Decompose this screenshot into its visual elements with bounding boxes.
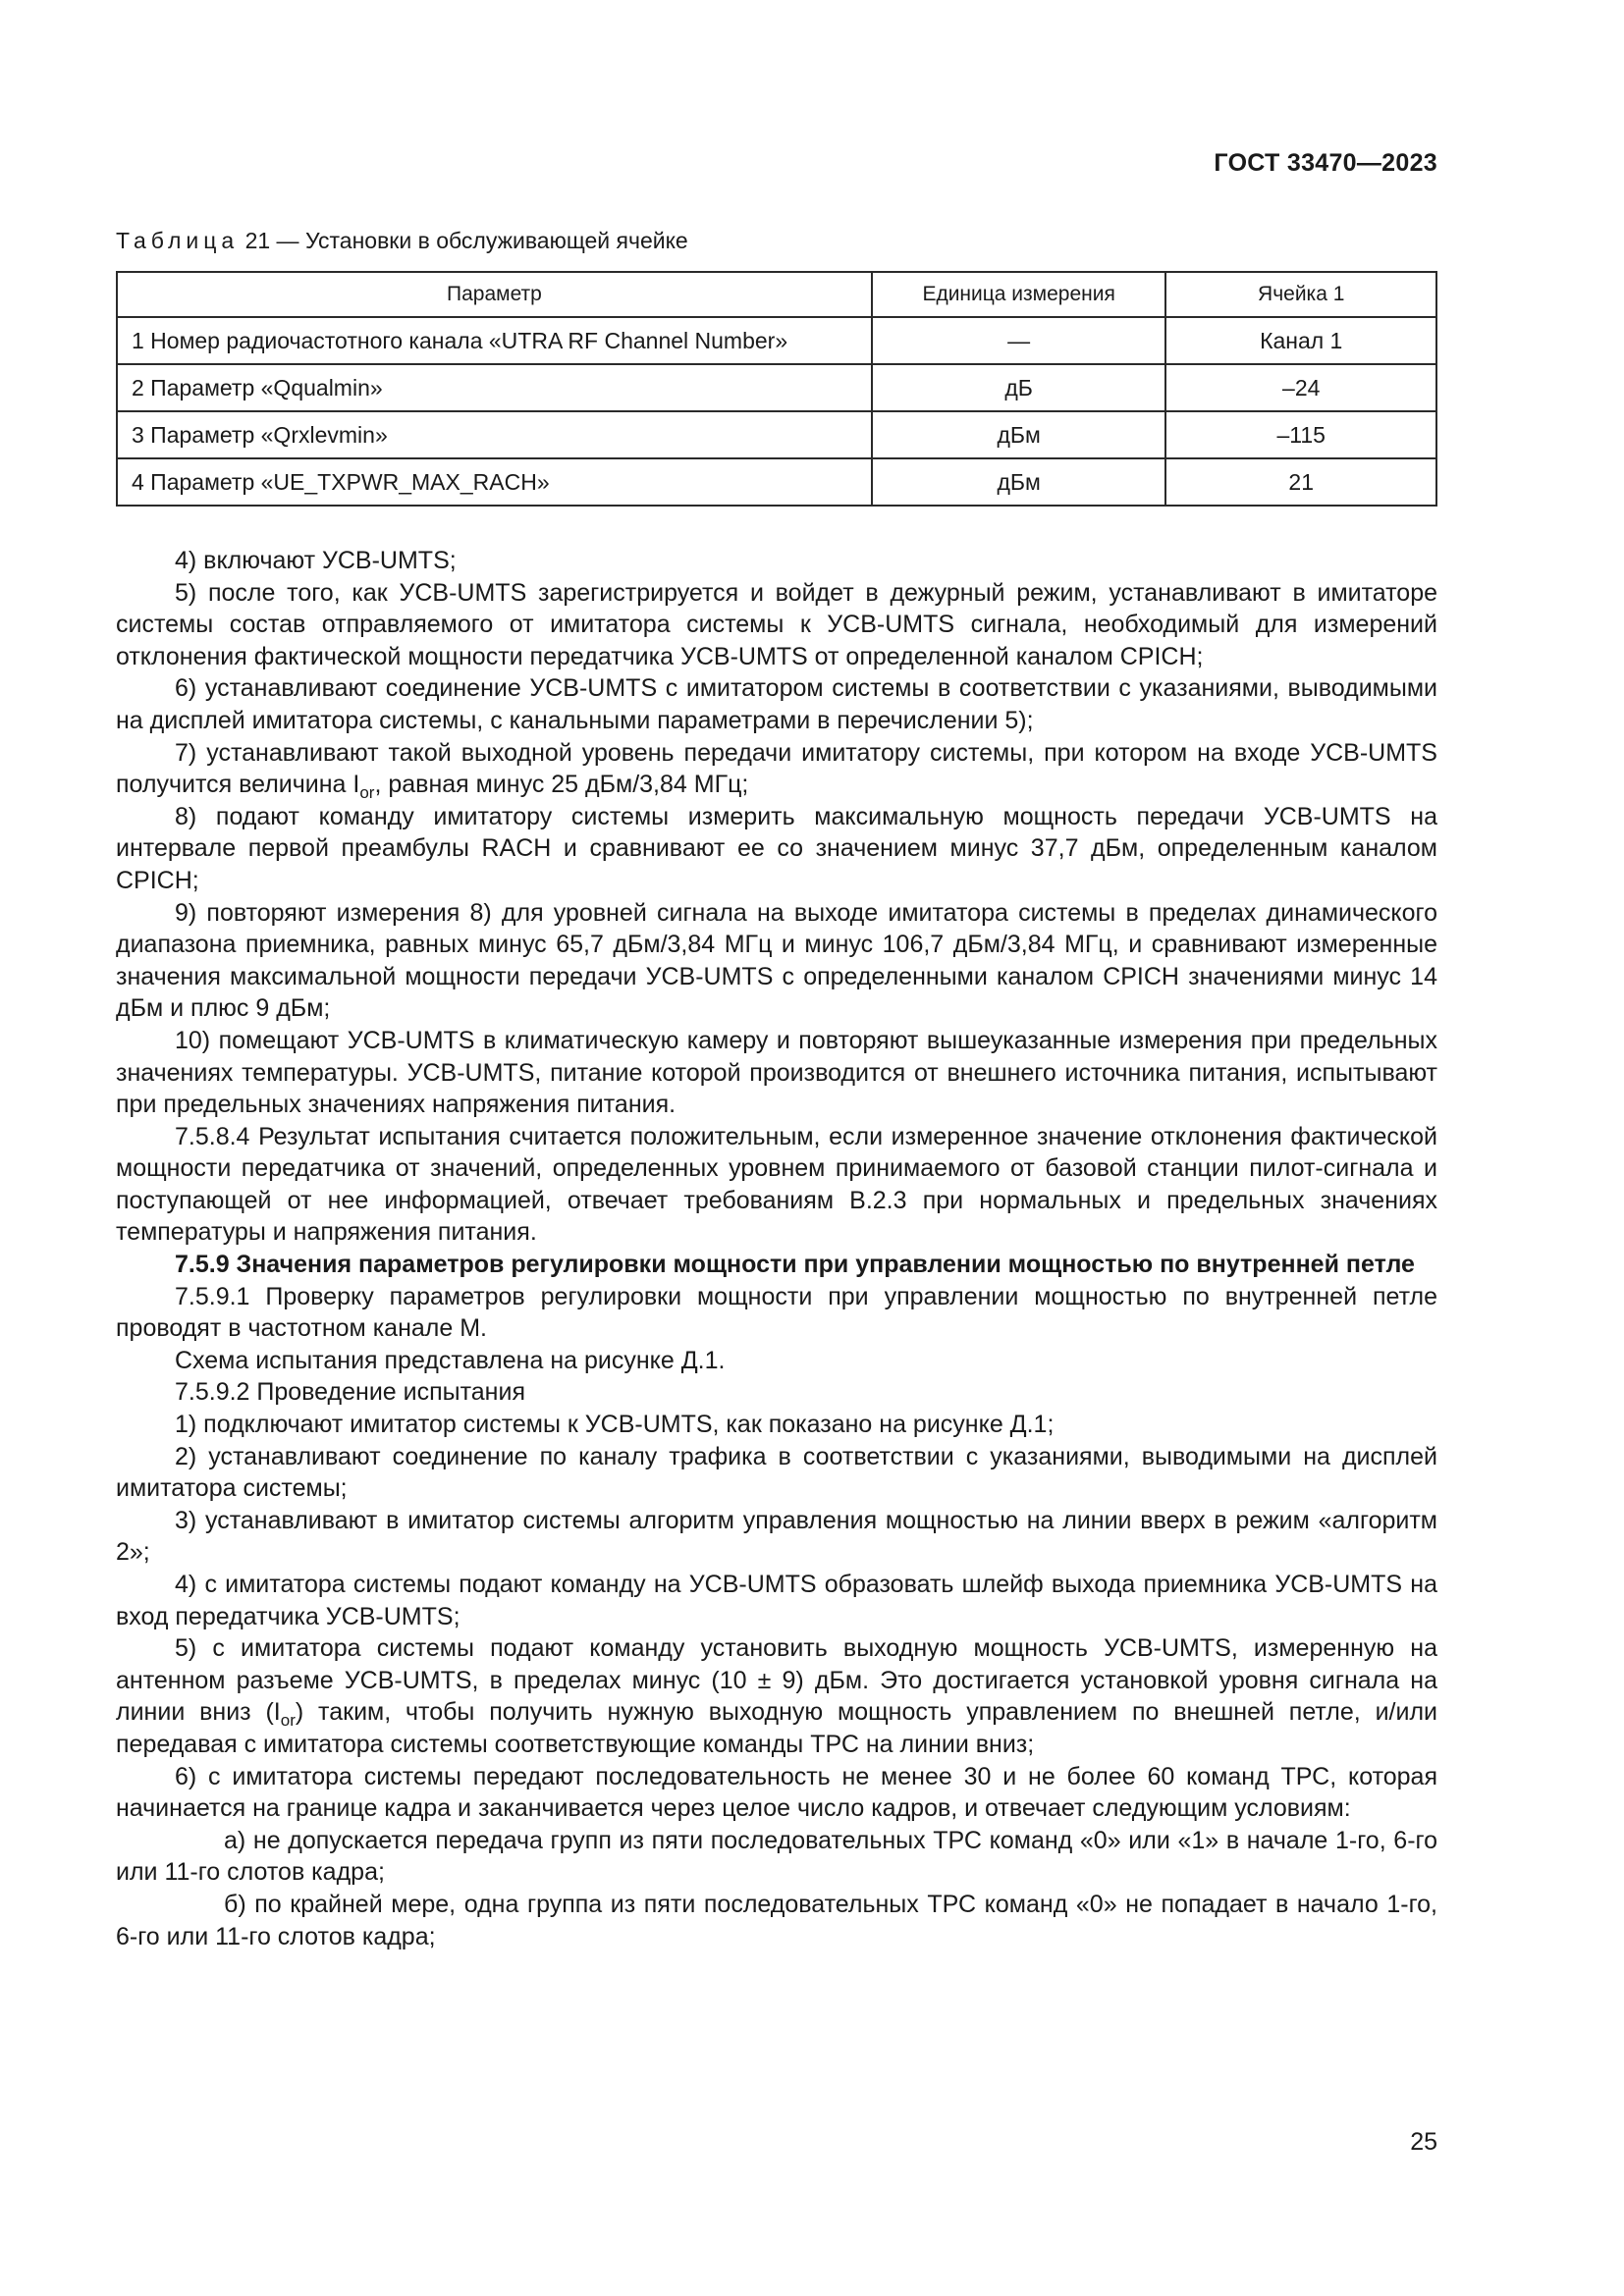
row-unit: — — [872, 317, 1166, 364]
paragraph-sub-step-4: 4) с имитатора системы подают команду на УСВ-UMTS образовать шлейф выхода приемника УСВ-UMTS на вход передатчика УСВ-UMTS; — [116, 1571, 1437, 1630]
paragraph-sub-step-5 — [116, 1632, 1437, 1760]
table-caption — [116, 228, 688, 254]
step-7-text-a: 7) устанавливают такой выходной уровень передачи имитатору системы, при котором на входе УСВ-UMTS получится величина I — [116, 738, 1437, 799]
paragraph-step-7 — [116, 737, 1437, 801]
table-row — [117, 317, 1436, 364]
paragraph-step-8: 8) подают команду имитатору системы измерить максимальную мощность передачи УСВ-UMTS на интервале первой преамбулы RACH и сравнивают ее со значением минус 37,7 дБм, определенным каналом CPICH; — [116, 802, 1437, 894]
paragraph-scheme: Схема испытания представлена на рисунке Д.1. — [175, 1346, 726, 1374]
body-text — [116, 545, 1437, 1952]
header-unit: Единица измерения — [872, 272, 1166, 317]
table-row — [117, 364, 1436, 411]
paragraph-step-9: 9) повторяют измерения 8) для уровней сигнала на выходе имитатора системы в пределах динамического диапазона приемника, равных минус 65,7 дБм/3,84 МГц и минус 106,7 дБм/3,84 МГц, и сравнивают измеренные значения максимальной мощности передачи УСВ-UMTS с определенными каналом CPICH значениями минус 14 дБм и плюс 9 дБм; — [116, 898, 1437, 1023]
row-value: –24 — [1165, 364, 1436, 411]
paragraph-step-5: 5) после того, как УСВ-UMTS зарегистрируется и войдет в дежурный режим, устанавливают в имитаторе системы состав отправляемого от имитатора системы к УСВ-UMTS сигнала, необходимый для измерений отклонения фактической мощности передатчика УСВ-UMTS от определенной каналом CPICH; — [116, 578, 1437, 670]
row-unit: дБм — [872, 458, 1166, 506]
paragraph-condition-a: а) не допускается передача групп из пяти последовательных ТРС команд «0» или «1» в начале 1-го, 6-го или 11-го слотов кадра; — [116, 1826, 1437, 1887]
paragraph-7-5-8-4: 7.5.8.4 Результат испытания считается положительным, если измеренное значение отклонения фактической мощности передатчика от значений, определенных уровнем принимаемого от базовой станции пилот-сигнала и поступающей от нее информацией, отвечает требованиям В.2.3 при нормальных и предельных значениях температуры и напряжения питания. — [116, 1122, 1437, 1247]
sub-step-5-subscript: or — [280, 1711, 296, 1731]
table-caption-text: 21 — Установки в обслуживающей ячейке — [239, 228, 688, 253]
section-heading-7-5-9: 7.5.9 Значения параметров регулировки мощности при управлении мощностью по внутренней петле — [175, 1251, 1415, 1279]
sub-step-5-text-b: ) таким, чтобы получить нужную выходную мощность управлением по внешней петле, и/или передавая с имитатора системы соответствующие команды ТРС на линии вниз; — [116, 1698, 1438, 1758]
row-parameter: 1 Номер радиочастотного канала «UTRA RF Channel Number» — [117, 317, 872, 364]
paragraph-sub-step-1: 1) подключают имитатор системы к УСВ-UMTS, как показано на рисунке Д.1; — [175, 1411, 1055, 1439]
row-value: Канал 1 — [1165, 317, 1436, 364]
paragraph-step-4: 4) включают УСВ-UMTS; — [175, 547, 457, 574]
step-7-subscript: or — [359, 783, 375, 803]
row-unit: дБ — [872, 364, 1166, 411]
row-unit: дБм — [872, 411, 1166, 458]
row-parameter: 3 Параметр «Qrxlevmin» — [117, 411, 872, 458]
table-caption-label: Таблица — [116, 228, 240, 253]
paragraph-sub-step-6: 6) с имитатора системы передают последовательность не менее 30 и не более 60 команд ТРС, которая начинается на границе кадра и заканчивается через целое число кадров, и отвечает следующим условиям: — [116, 1762, 1437, 1823]
paragraph-sub-step-2: 2) устанавливают соединение по каналу трафика в соответствии с указаниями, выводимыми на дисплей имитатора системы; — [116, 1442, 1437, 1503]
sub-step-5-text-a: 5) с имитатора системы подают команду установить выходную мощность УСВ-UMTS, измеренную на антенном разъеме УСВ-UMTS, в пределах минус (10 ± 9) дБм. Это достигается установкой уровня сигнала на линии вниз (I — [116, 1634, 1437, 1727]
settings-table — [116, 271, 1437, 507]
header-cell1: Ячейка 1 — [1165, 272, 1436, 317]
row-parameter: 2 Параметр «Qqualmin» — [117, 364, 872, 411]
table-row — [117, 458, 1436, 506]
step-7-text-b: , равная минус 25 дБм/3,84 МГц; — [374, 771, 749, 799]
page-number: 25 — [1410, 2128, 1437, 2156]
document-id: ГОСТ 33470—2023 — [1214, 149, 1437, 177]
paragraph-sub-step-3: 3) устанавливают в имитатор системы алгоритм управления мощностью на линии вверх в режим «алгоритм 2»; — [116, 1506, 1437, 1567]
row-parameter: 4 Параметр «UE_TXPWR_MAX_RACH» — [117, 458, 872, 506]
table-row — [117, 411, 1436, 458]
row-value: –115 — [1165, 411, 1436, 458]
paragraph-7-5-9-1: 7.5.9.1 Проверку параметров регулировки мощности при управлении мощностью по внутренней петле проводят в частотном канале М. — [116, 1282, 1437, 1343]
table-header-row — [117, 272, 1436, 317]
header-parameter: Параметр — [117, 272, 872, 317]
paragraph-step-10: 10) помещают УСВ-UMTS в климатическую камеру и повторяют вышеуказанные измерения при предельных значениях температуры. УСВ-UMTS, питание которой производится от внешнего источника питания, испытывают при предельных значениях напряжения питания. — [116, 1026, 1437, 1119]
paragraph-condition-b: б) по крайней мере, одна группа из пяти последовательных ТРС команд «0» не попадает в начало 1-го, 6-го или 11-го слотов кадра; — [116, 1890, 1437, 1950]
paragraph-step-6: 6) устанавливают соединение УСВ-UMTS с имитатором системы в соответствии с указаниями, выводимыми на дисплей имитатора системы, с канальными параметрами в перечислении 5); — [116, 674, 1437, 734]
row-value: 21 — [1165, 458, 1436, 506]
paragraph-7-5-9-2: 7.5.9.2 Проведение испытания — [175, 1378, 525, 1407]
